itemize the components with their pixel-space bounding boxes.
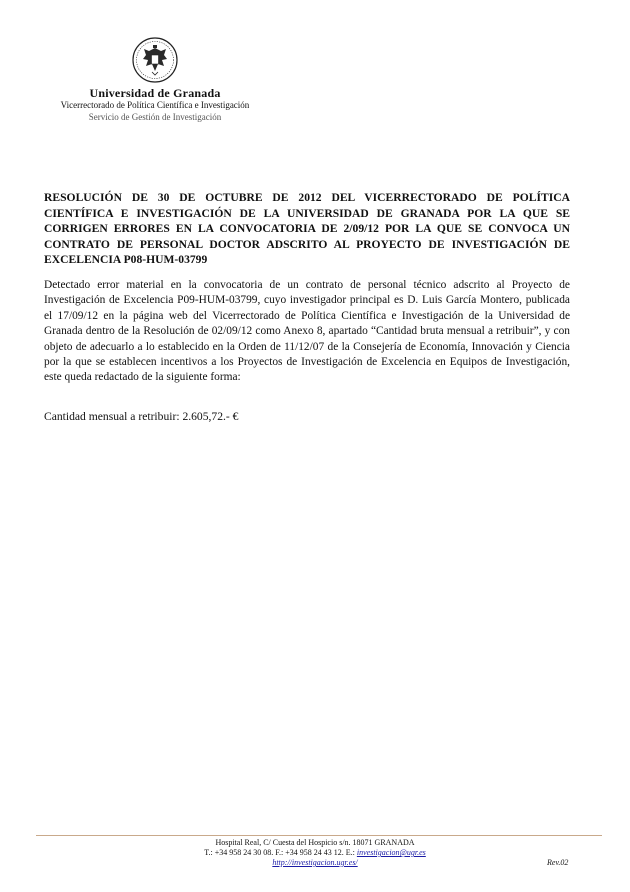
university-name: Universidad de Granada <box>89 86 221 100</box>
revision-label: Rev.02 <box>547 858 569 867</box>
monthly-amount: Cantidad mensual a retribuir: 2.605,72.- € <box>44 410 239 423</box>
vicerrectorado-name: Vicerrectorado de Política Científica e Investigación <box>60 100 250 110</box>
footer-divider <box>36 835 602 836</box>
footer-address: Hospital Real, C/ Cuesta del Hospicio s/n. 18071 GRANADA <box>215 838 415 847</box>
university-crest-icon <box>130 36 180 84</box>
resolution-title: RESOLUCIÓN DE 30 DE OCTUBRE DE 2012 DEL VICERRECTORADO DE POLÍTICA CIENTÍFICA E INVESTIGACIÓN DE LA UNIVERSIDAD DE GRANADA POR LA QUE SE CORRIGEN ERRORES EN LA CONVOCATORIA DE 2/09/12 POR LA QUE SE CONVOCA UN CONTRATO DE PERSONAL DOCTOR ADSCRITO AL PROYECTO DE INVESTIGACIÓN DE EXCELENCIA P08-HUM-03799 <box>44 191 570 266</box>
letterhead <box>40 36 270 123</box>
footer-contact <box>0 848 630 858</box>
footer-email-link[interactable]: investigacion@ugr.es <box>356 848 426 857</box>
footer-web-link[interactable]: http://investigacion.ugr.es/ <box>272 858 358 867</box>
footer <box>0 838 630 868</box>
footer-phones: T.: +34 958 24 30 08. F.: +34 958 24 43 12. E.: <box>204 848 357 857</box>
service-name: Servicio de Gestión de Investigación <box>88 112 222 122</box>
resolution-body: Detectado error material en la convocatoria de un contrato de personal técnico adscrito al Proyecto de Investigación de Excelencia P09-HUM-03799, cuyo investigador principal es D. Luis García Montero, publicada el 17/09/12 en la página web del Vicerrectorado de Política Científica e Investigación de la Universidad de Granada dentro de la Resolución de 02/09/12 como Anexo 8, apartado “Cantidad bruta mensual a retribuir”, y con objeto de adecuarlo a lo establecido en la Orden de 11/12/07 de la Consejería de Economía, Innovación y Ciencia por la que se establecen incentivos a los Proyectos de Investigación de Excelencia en Equipos de Investigación, este queda redactado de la siguiente forma: <box>44 279 570 384</box>
